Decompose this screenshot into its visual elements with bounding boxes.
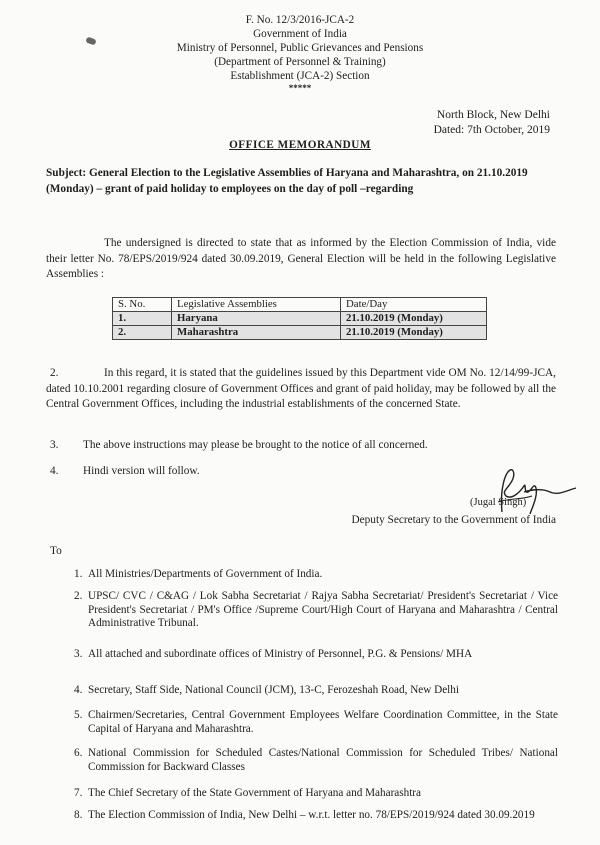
- list-item-number: 8.: [74, 809, 83, 821]
- place: North Block, New Delhi: [436, 109, 550, 121]
- table-header-row: [113, 298, 487, 312]
- date: Dated: 7th October, 2019: [433, 124, 550, 136]
- paragraph-4-text: Hindi version will follow.: [83, 465, 200, 477]
- table-cell: 21.10.2019 (Monday): [341, 326, 487, 340]
- table-header-cell: S. No.: [113, 298, 172, 312]
- table-row: [113, 326, 487, 340]
- table-cell: 21.10.2019 (Monday): [341, 312, 487, 326]
- to-label: To: [50, 545, 62, 557]
- list-item-number: 1.: [74, 568, 83, 580]
- ministry-name: Ministry of Personnel, Public Grievances and Pensions: [176, 42, 424, 54]
- list-item-text: UPSC/ CVC / C&AG / Lok Sabha Secretariat / Rajya Sabha Secretariat/ President's Secretariat / Vice President's Secretariat / PM's Office /Supreme Court/High Court of Haryana and Maharashtra / Central Administrative Tribunal.: [88, 590, 558, 629]
- list-item-number: 5.: [74, 709, 83, 721]
- list-item-text: The Chief Secretary of the State Government of Haryana and Maharashtra: [88, 787, 422, 799]
- list-item-text: All Ministries/Departments of Government of India.: [88, 568, 323, 580]
- handwritten-signature: [480, 462, 580, 522]
- paragraph-2-text: In this regard, it is stated that the guidelines issued by this Department vide OM No. 12/14/99-JCA, dated 10.10.2001 regarding closure of Government Offices and grant of paid holiday, may be followed by all the Central Government Offices, including the industrial establishments of the concerned State.: [46, 367, 556, 410]
- paragraph-number: 2.: [50, 367, 59, 379]
- subject-line: Subject: General Election to the Legislative Assemblies of Haryana and Maharashtra, on 21.10.2019 (Monday) – grant of paid holiday to employees on the day of poll –regarding: [46, 167, 528, 195]
- table-cell: 2.: [113, 326, 172, 340]
- list-item-number: 3.: [74, 648, 83, 660]
- list-item-number: 2.: [74, 590, 83, 602]
- assemblies-table: [112, 297, 487, 340]
- signatory-name: (Jugal Singh): [470, 497, 527, 508]
- table-cell: 1.: [113, 312, 172, 326]
- table-cell: Maharashtra: [172, 326, 341, 340]
- list-item-text: The Election Commission of India, New Delhi – w.r.t. letter no. 78/EPS/2019/924 dated 30.09.2019: [88, 809, 535, 821]
- header-stars: *****: [288, 83, 312, 93]
- section-name: Establishment (JCA-2) Section: [230, 70, 370, 82]
- department-name: (Department of Personnel & Training): [214, 56, 386, 68]
- list-item-text: National Commission for Scheduled Castes/National Commission for Scheduled Tribes/ National Commission for Backward Classes: [88, 747, 558, 773]
- government-name: Government of India: [253, 28, 347, 40]
- paragraph-number: 4.: [50, 465, 59, 477]
- table-cell: Haryana: [172, 312, 341, 326]
- page-title: OFFICE MEMORANDUM: [229, 139, 371, 151]
- paragraph-2: [46, 366, 556, 413]
- place-date-block: [434, 108, 550, 138]
- table-row: [113, 312, 487, 326]
- table-header-cell: Legislative Assemblies: [172, 298, 341, 312]
- paragraph-3-text: The above instructions may please be brought to the notice of all concerned.: [83, 439, 428, 451]
- paragraph-number: 3.: [50, 439, 59, 451]
- list-item-number: 7.: [74, 787, 83, 799]
- list-item-text: Secretary, Staff Side, National Council (JCM), 13-C, Ferozeshah Road, New Delhi: [88, 684, 459, 696]
- list-item-text: All attached and subordinate offices of Ministry of Personnel, P.G. & Pensions/ MHA: [88, 648, 473, 660]
- signatory-designation: Deputy Secretary to the Government of India: [351, 514, 556, 526]
- file-number: F. No. 12/3/2016-JCA-2: [245, 14, 355, 26]
- list-item-text: Chairmen/Secretaries, Central Government Employees Welfare Coordination Committee, in the State Capital of Haryana and Maharashtra.: [88, 709, 558, 735]
- list-item-number: 6.: [74, 747, 83, 759]
- table-header-cell: Date/Day: [341, 298, 487, 312]
- list-item-number: 4.: [74, 684, 83, 696]
- paragraph-1: The undersigned is directed to state that as informed by the Election Commission of India, vide their letter No. 78/EPS/2019/924 dated 30.09.2019, General Election will be held in the following Legislative Assemblies :: [46, 237, 556, 280]
- letterhead: [0, 13, 600, 93]
